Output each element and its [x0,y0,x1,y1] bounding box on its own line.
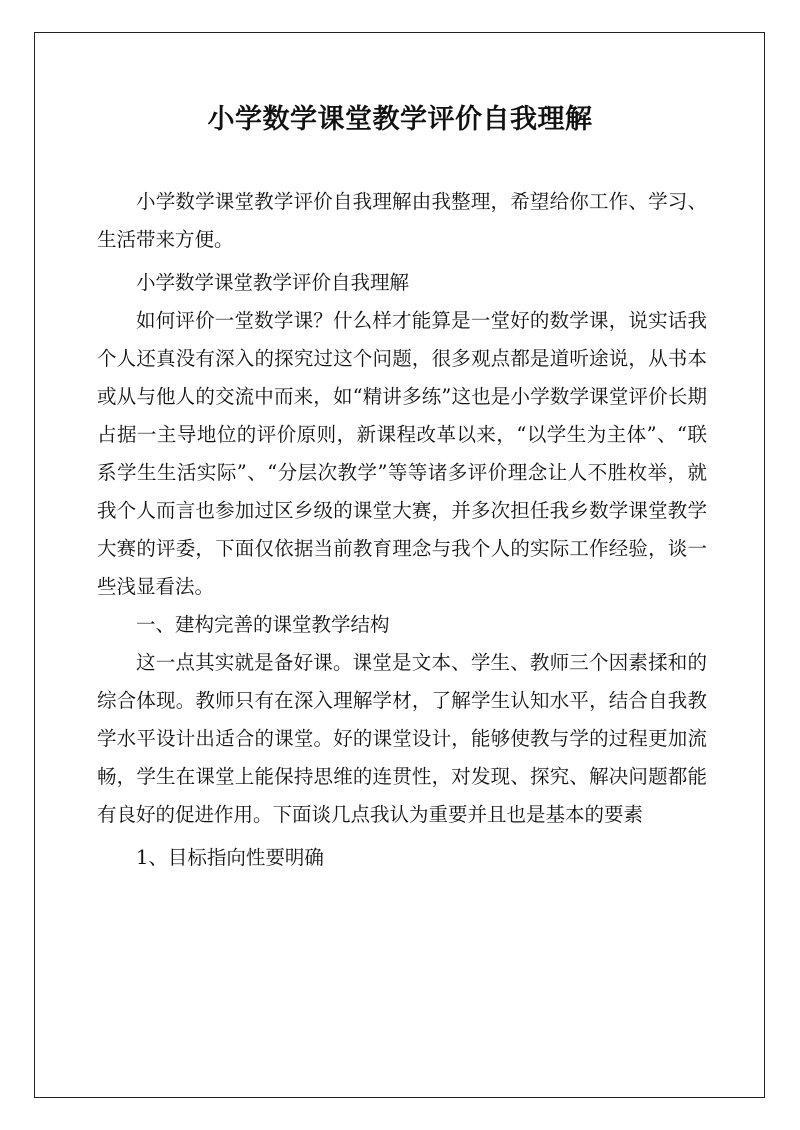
body-paragraph: 这一点其实就是备好课。课堂是文本、学生、教师三个因素揉和的综合体现。教师只有在深入理解学材，了解学生认知水平，结合自我教学水平设计出适合的课堂。好的课堂设计，能够使教与学的过程更加流畅，学生在课堂上能保持思维的连贯性，对发现、探究、解决问题都能有良好的促进作用。下面谈几点我认为重要并且也是基本的要素 [97,651,707,826]
section-heading: 一、建构完善的课堂教学结构 [136,613,390,636]
body-paragraph: 如何评价一堂数学课？什么样才能算是一堂好的数学课，说实话我个人还真没有深入的探究过这个问题，很多观点都是道听途说，从书本或从与他人的交流中而来，如“精讲多练”这也是小学数学课堂评价长期占据一主导地位的评价原则，新课程改革以来，“以学生为主体”、“联系学生生活实际”、“分层次教学”等等诸多评价理念让人不胜枚举，就我个人而言也参加过区乡级的课堂大赛，并多次担任我乡数学课堂教学大赛的评委，下面仅依据当前教育理念与我个人的实际工作经验，谈一些浅显看法。 [97,309,707,598]
intro-paragraph: 小学数学课堂教学评价自我理解由我整理，希望给你工作、学习、生活带来方便。 [97,190,707,251]
document-body [97,183,707,877]
subsection-heading: 1、目标指向性要明确 [136,846,324,869]
document-title: 小学数学课堂教学评价自我理解 [207,104,593,135]
subtitle-paragraph: 小学数学课堂教学评价自我理解 [136,271,410,294]
